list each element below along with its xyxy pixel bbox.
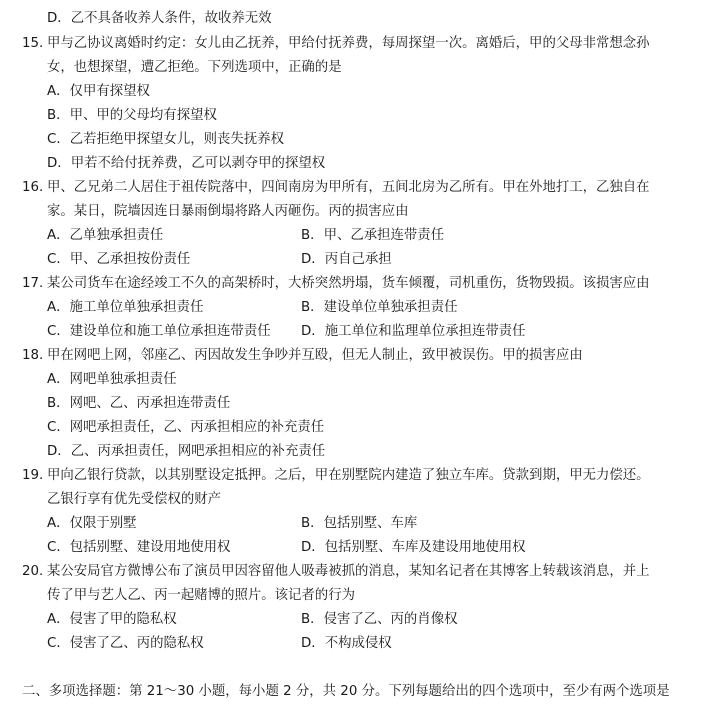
q19-stem-line-2: 乙银行享有优先受偿权的财产 <box>47 492 222 507</box>
q16-option-a: A．乙单独承担责任 <box>47 228 164 243</box>
q16-option-d: D．丙自己承担 <box>301 252 392 267</box>
q18-option-d: D．乙、丙承担责任，网吧承担相应的补充责任 <box>47 444 326 459</box>
q19-option-a: A．仅限于别墅 <box>47 516 137 531</box>
q19-option-b: B．包括别墅、车库 <box>301 516 418 531</box>
q20-option-c: C．侵害了乙、丙的隐私权 <box>47 636 204 651</box>
q15-option-a: A．仅甲有探望权 <box>47 84 150 99</box>
q16-option-b: B．甲、乙承担连带责任 <box>301 228 445 243</box>
q19-option-c: C．包括别墅、建设用地使用权 <box>47 540 231 555</box>
q15-option-d: D．甲若不给付抚养费，乙可以剥夺甲的探望权 <box>47 156 326 171</box>
q19-option-d: D．包括别墅、车库及建设用地使用权 <box>301 540 526 555</box>
q19-number: 19. <box>22 468 44 483</box>
q16-stem-line-2: 家。某日，院墙因连日暴雨倒塌将路人丙砸伤。丙的损害应由 <box>47 204 409 219</box>
q15-number: 15. <box>22 36 44 51</box>
q20-option-b: B．侵害了乙、丙的肖像权 <box>301 612 458 627</box>
q15-stem-line-2: 女，也想探望，遭乙拒绝。下列选项中，正确的是 <box>47 60 342 75</box>
q18-stem-line-1: 甲在网吧上网，邻座乙、丙因故发生争吵并互殴，但无人制止，致甲被误伤。甲的损害应由 <box>47 348 583 363</box>
section-2-heading: 二、多项选择题：第 21～30 小题，每小题 2 分，共 20 分。下列每题给出的四个选项中，至少有两个选项是 <box>22 684 670 699</box>
q16-stem-line-1: 甲、乙兄弟二人居住于祖传院落中，四间南房为甲所有，五间北房为乙所有。甲在外地打工，乙独自在 <box>47 180 650 195</box>
q20-number: 20. <box>22 564 44 579</box>
q17-number: 17. <box>22 276 44 291</box>
q20-option-a: A．侵害了甲的隐私权 <box>47 612 177 627</box>
q17-stem-line-1: 某公司货车在途经竣工不久的高架桥时，大桥突然坍塌，货车倾覆，司机重伤，货物毁损。该损害应由 <box>47 276 650 291</box>
q17-option-b: B．建设单位单独承担责任 <box>301 300 458 315</box>
q19-stem-line-1: 甲向乙银行贷款，以其别墅设定抵押。之后，甲在别墅院内建造了独立车库。贷款到期，甲无力偿还。 <box>47 468 650 483</box>
q15-option-c: C．乙若拒绝甲探望女儿，则丧失抚养权 <box>47 132 284 147</box>
q20-stem-line-2: 传了甲与艺人乙、丙一起赌博的照片。该记者的行为 <box>47 588 355 603</box>
q20-option-d: D．不构成侵权 <box>301 636 392 651</box>
q18-option-c: C．网吧承担责任，乙、丙承担相应的补充责任 <box>47 420 325 435</box>
q17-option-a: A．施工单位单独承担责任 <box>47 300 204 315</box>
q16-number: 16. <box>22 180 44 195</box>
q18-option-b: B．网吧、乙、丙承担连带责任 <box>47 396 231 411</box>
q18-number: 18. <box>22 348 44 363</box>
q14-option-d: D．乙不具备收养人条件，故收养无效 <box>47 11 272 26</box>
q15-stem-line-1: 甲与乙协议离婚时约定：女儿由乙抚养，甲给付抚养费，每周探望一次。离婚后，甲的父母非常想念孙 <box>47 36 650 51</box>
q16-option-c: C．甲、乙承担按份责任 <box>47 252 191 267</box>
q18-option-a: A．网吧单独承担责任 <box>47 372 177 387</box>
q17-option-c: C．建设单位和施工单位承担连带责任 <box>47 324 271 339</box>
q17-option-d: D．施工单位和监理单位承担连带责任 <box>301 324 526 339</box>
q20-stem-line-1: 某公安局官方微博公布了演员甲因容留他人吸毒被抓的消息，某知名记者在其博客上转载该消息，并上 <box>47 564 650 579</box>
q15-option-b: B．甲、甲的父母均有探望权 <box>47 108 217 123</box>
